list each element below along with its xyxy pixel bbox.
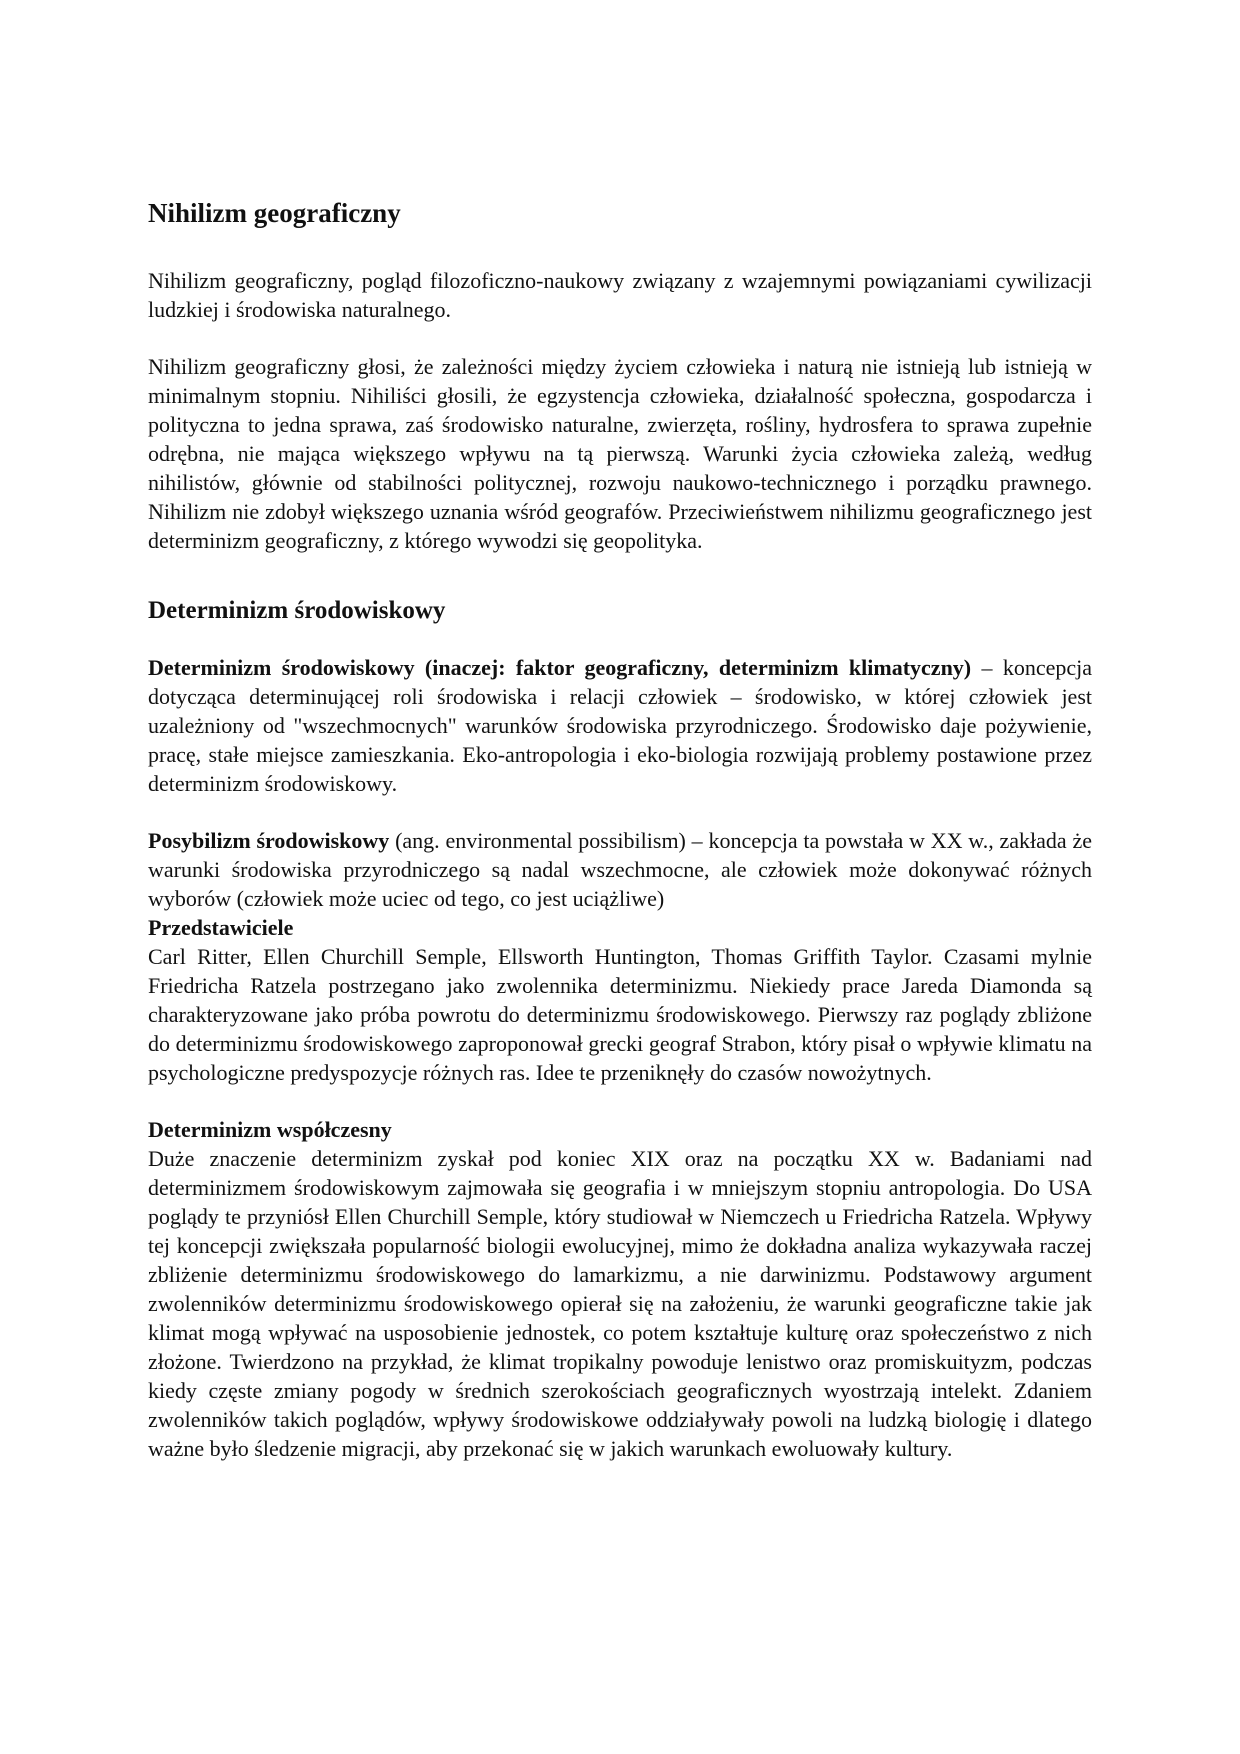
- modern-determinism-heading: Determinizm współczesny: [148, 1117, 392, 1142]
- page-title: Nihilizm geograficzny: [148, 198, 401, 228]
- possibilism-paragraph: [148, 826, 1092, 913]
- possibilism-term: Posybilizm środowiskowy: [148, 828, 390, 853]
- determinism-term: Determinizm środowiskowy (inaczej: faktor geograficzny, determinizm klimatyczny): [148, 655, 972, 680]
- section-title-determinism: Determinizm środowiskowy: [148, 597, 446, 624]
- modern-determinism-paragraph: Duże znaczenie determinizm zyskał pod koniec XIX oraz na początku XX w. Badaniami nad determinizmem środowiskowym zajmowała się geografia i w mniejszym stopniu antropologia. Do USA poglądy te przyniósł Ellen Churchill Semple, który studiował w Niemczech u Friedricha Ratzela. Wpływy tej koncepcji zwiększała popularność biologii ewolucyjnej, mimo że dokładna analiza wykazywała raczej zbliżenie determinizmu środowiskowego do lamarkizmu, a nie darwinizmu. Podstawowy argument zwolenników determinizmu środowiskowego opierał się na założeniu, że warunki geograficzne takie jak klimat mogą wpływać na usposobienie jednostek, co potem kształtuje kulturę oraz społeczeństwo z nich złożone. Twierdzono na przykład, że klimat tropikalny powoduje lenistwo oraz promiskuityzm, podczas kiedy częste zmiany pogody w średnich szerokościach geograficznych wyostrzają intelekt. Zdaniem zwolenników takich poglądów, wpływy środowiskowe oddziaływały powoli na ludzką biologię i dlatego ważne było śledzenie migracji, aby przekonać się w jakich warunkach ewoluowały kultury.: [148, 1146, 1092, 1461]
- determinism-text: – koncepcja dotycząca determinującej roli środowiska i relacji człowiek – środowisko, w której człowiek jest uzależniony od "wszechmocnych" warunków środowiska przyrodniczego. Środowisko daje pożywienie, pracę, stałe miejsce zamieszkania. Eko-antropologia i eko-biologia rozwijają problemy postawione przez determinizm środowiskowy.: [148, 655, 1093, 796]
- representatives-heading: Przedstawiciele: [148, 915, 294, 940]
- determinism-paragraph: [148, 653, 1092, 798]
- document-body: [148, 196, 1092, 1463]
- nihilism-paragraph: Nihilizm geograficzny głosi, że zależności między życiem człowieka i naturą nie istnieją lub istnieją w minimalnym stopniu. Nihiliści głosili, że egzystencja człowieka, działalność społeczna, gospodarcza i polityczna to jedna sprawa, zaś środowisko naturalne, zwierzęta, rośliny, hydrosfera to sprawa zupełnie odrębna, nie mająca większego wpływu na tą pierwszą. Warunki życia człowieka zależą, według nihilistów, głównie od stabilności politycznej, rozwoju naukowo-technicznego i porządku prawnego. Nihilizm nie zdobył większego uznania wśród geografów. Przeciwieństwem nihilizmu geograficznego jest determinizm geograficzny, z którego wywodzi się geopolityka.: [148, 354, 1092, 553]
- intro-paragraph: Nihilizm geograficzny, pogląd filozoficzno-naukowy związany z wzajemnymi powiązaniami cywilizacji ludzkiej i środowiska naturalnego.: [148, 268, 1092, 322]
- possibilism-text: (ang. environmental possibilism) – koncepcja ta powstała w XX w., zakłada że warunki środowiska przyrodniczego są nadal wszechmocne, ale człowiek może dokonywać różnych wyborów (człowiek może uciec od tego, co jest uciążliwe): [148, 828, 1092, 911]
- representatives-paragraph: Carl Ritter, Ellen Churchill Semple, Ellsworth Huntington, Thomas Griffith Taylor. Czasami mylnie Friedricha Ratzela postrzegano jako zwolennika determinizmu. Niekiedy prace Jareda Diamonda są charakteryzowane jako próba powrotu do determinizmu środowiskowego. Pierwszy raz poglądy zbliżone do determinizmu środowiskowego zaproponował grecki geograf Strabon, który pisał o wpływie klimatu na psychologiczne predyspozycje różnych ras. Idee te przeniknęły do czasów nowożytnych.: [148, 944, 1092, 1085]
